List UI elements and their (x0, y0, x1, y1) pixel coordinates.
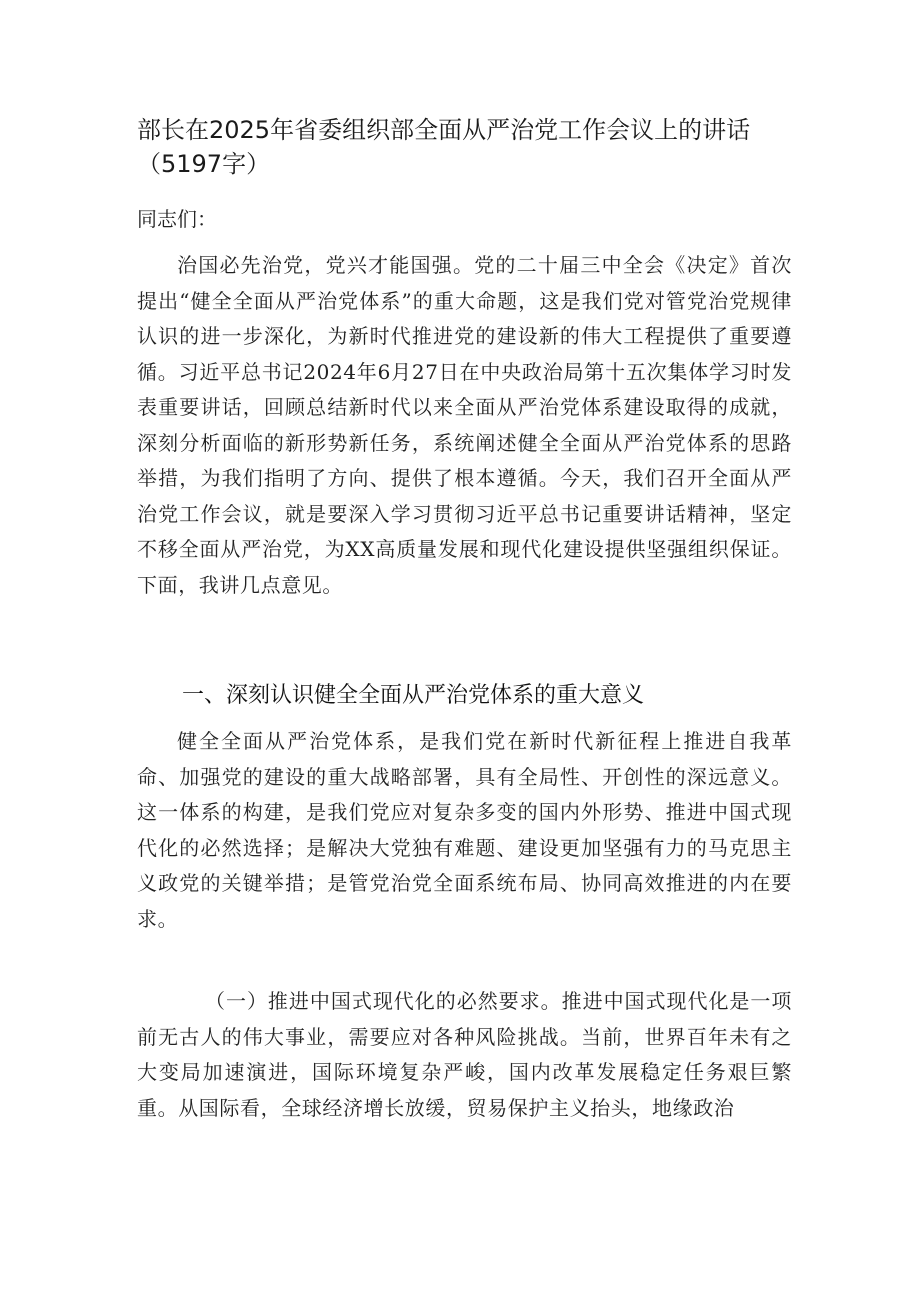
section-heading: 一、深刻认识健全全面从严治党体系的重大意义 (182, 683, 645, 708)
intro-paragraph: 治国必先治党，党兴才能国强。党的二十届三中全会《决定》首次提出“健全全面从严治党体系”的重大命题，这是我们党对管党治党规律认识的进一步深化，为新时代推进党的建设新的伟大工程提供了重要遵循。习近平总书记2024年6月27日在中央政治局第十五次集体学习时发表重要讲话，回顾总结新时代以来全面从严治党体系建设取得的成就，深刻分析面临的新形势新任务，系统阐述健全全面从严治党体系的思路举措，为我们指明了方向、提供了根本遵循。今天，我们召开全面从严治党工作会议，就是要深入学习贯彻习近平总书记重要讲话精神，坚定不移全面从严治党，为XX高质量发展和现代化建设提供坚强组织保证。下面，我讲几点意见。 (137, 253, 792, 597)
salutation: 同志们： (137, 207, 217, 231)
subsection-paragraph: （一）推进中国式现代化的必然要求。推进中国式现代化是一项前无古人的伟大事业，需要应对各种风险挑战。当前，世界百年未有之大变局加速演进，国际环境复杂严峻，国内改革发展稳定任务艰巨繁重。从国际看，全球经济增长放缓，贸易保护主义抬头，地缘政治 (137, 989, 792, 1120)
document-page (137, 0, 797, 1301)
section-paragraph: 健全全面从严治党体系，是我们党在新时代新征程上推进自我革命、加强党的建设的重大战略部署，具有全局性、开创性的深远意义。这一体系的构建，是我们党应对复杂多变的国内外形势、推进中国式现代化的必然选择；是解决大党独有难题、建设更加坚强有力的马克思主义政党的关键举措；是管党治党全面系统布局、协同高效推进的内在要求。 (137, 729, 792, 931)
document-title: 部长在2025年省委组织部全面从严治党工作会议上的讲话（5197字） (137, 116, 751, 178)
